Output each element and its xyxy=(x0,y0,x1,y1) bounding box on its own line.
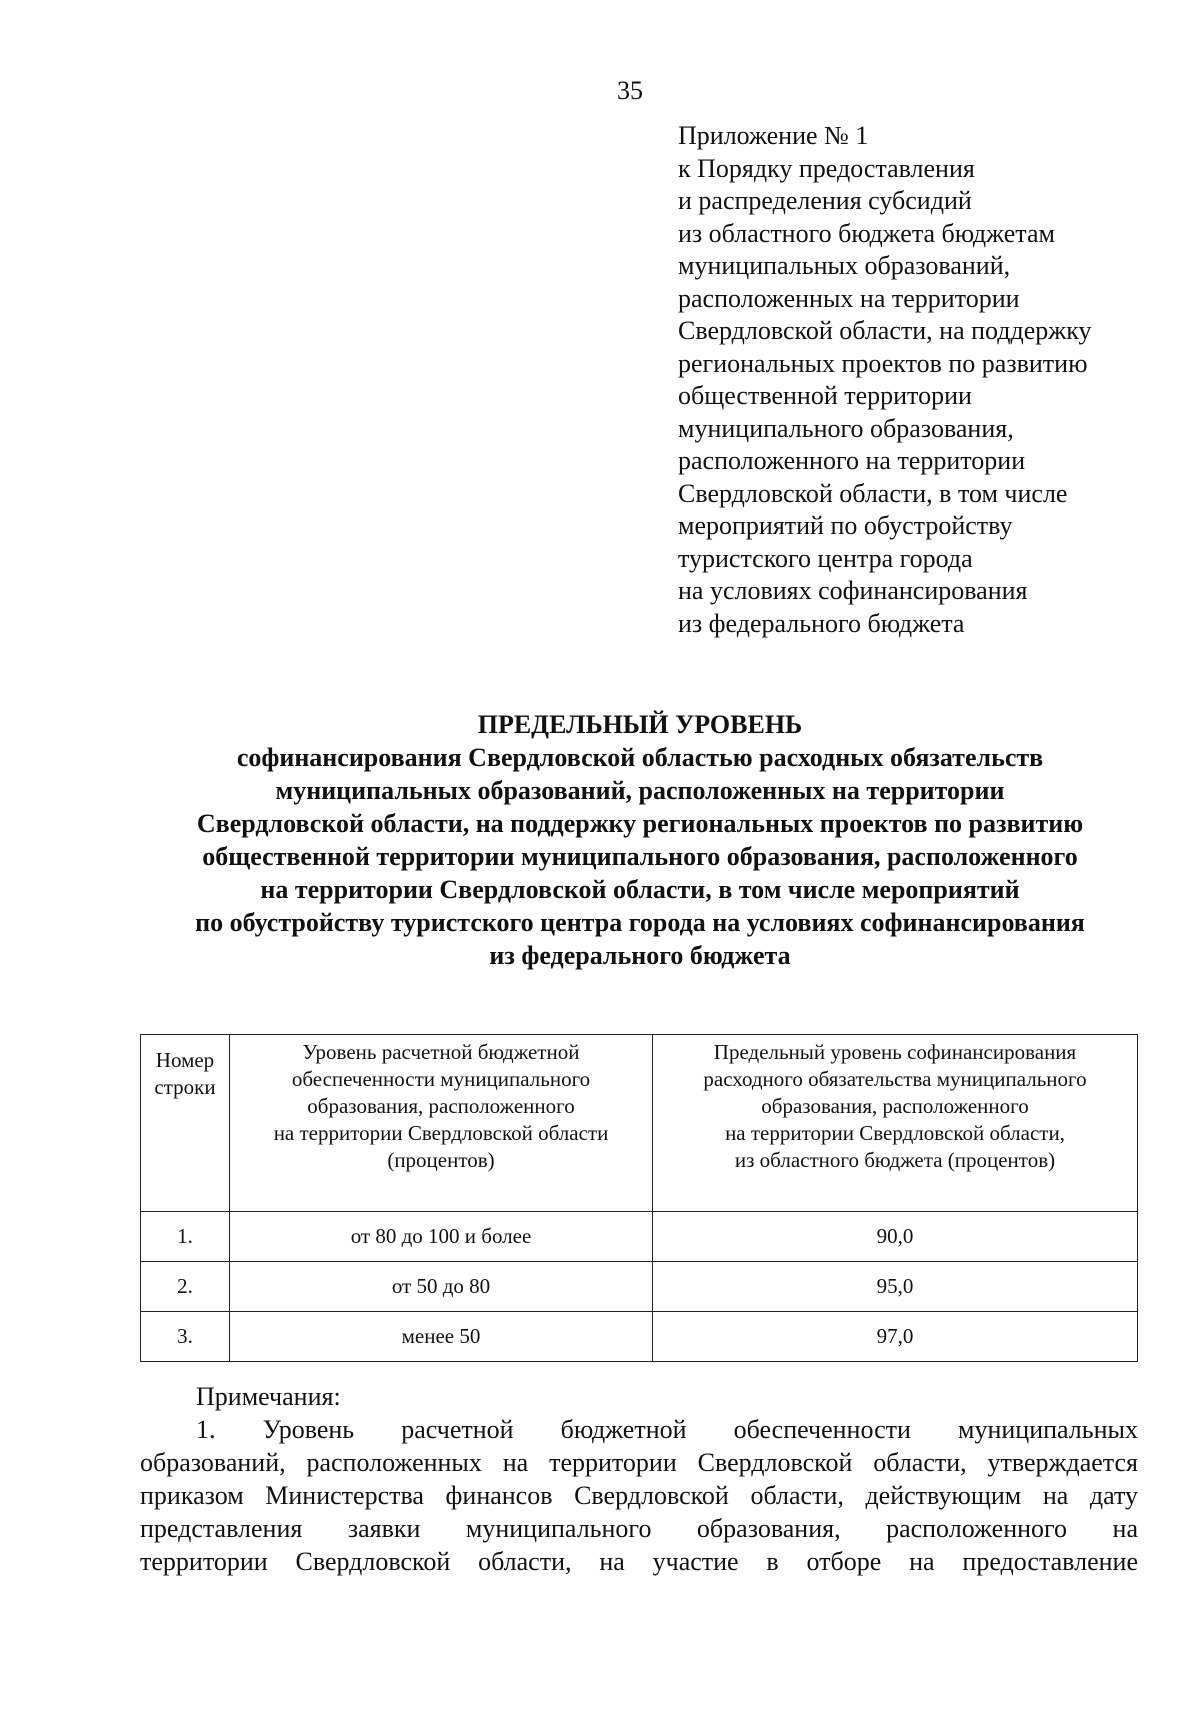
title-line: Свердловской области, на поддержку региональных проектов по развитию xyxy=(196,809,1084,838)
budget-level-cell: от 50 до 80 xyxy=(230,1262,653,1312)
header-line: на территории Свердловской области, xyxy=(725,1121,1065,1145)
appendix-heading xyxy=(678,120,1178,640)
title-line: общественной территории муниципального образования, расположенного xyxy=(202,842,1078,871)
appendix-line: мероприятий по обустройству xyxy=(678,511,1013,540)
header-line: Уровень расчетной бюджетной xyxy=(302,1040,580,1064)
budget-level-cell: от 80 до 100 и более xyxy=(230,1212,653,1262)
note-line: 1. Уровень расчетной бюджетной обеспеченности муниципальных xyxy=(196,1415,1138,1444)
header-line: из областного бюджета (процентов) xyxy=(734,1148,1056,1172)
appendix-line: Свердловской области, на поддержку xyxy=(678,316,1092,345)
table-header-row xyxy=(141,1035,1138,1212)
appendix-line: из федерального бюджета xyxy=(678,608,965,638)
table-row xyxy=(141,1312,1138,1362)
header-row-number xyxy=(141,1035,230,1212)
limit-level-cell: 95,0 xyxy=(653,1262,1138,1312)
appendix-line: и распределения субсидий xyxy=(678,186,972,215)
appendix-line: к Порядку предоставления xyxy=(678,153,975,183)
header-line: образования, расположенного xyxy=(307,1094,575,1118)
title-line: ПРЕДЕЛЬНЫЙ УРОВЕНЬ xyxy=(477,710,803,739)
note-line: образований, расположенных на территории Свердловской области, утверждается xyxy=(140,1448,1138,1477)
note-line: территории Свердловской области, на участие в отборе на предоставление xyxy=(140,1547,1138,1576)
appendix-line: туристского центра города xyxy=(678,543,973,573)
appendix-line: Приложение № 1 xyxy=(678,121,869,150)
table-row xyxy=(141,1212,1138,1262)
header-line: расходного обязательства муниципального xyxy=(703,1067,1087,1091)
header-line: строки xyxy=(154,1075,216,1099)
page-number: 35 xyxy=(617,76,643,105)
title-line: по обустройству туристского центра города на условиях софинансирования xyxy=(195,908,1085,937)
appendix-line: из областного бюджета бюджетам xyxy=(678,218,1055,248)
header-line: Номер xyxy=(155,1048,215,1072)
table-row xyxy=(141,1262,1138,1312)
row-number-cell: 3. xyxy=(141,1312,230,1362)
appendix-line: на условиях софинансирования xyxy=(678,576,1028,605)
appendix-line: общественной территории xyxy=(678,381,972,410)
appendix-line: расположенного на территории xyxy=(678,446,1026,475)
header-limit-level xyxy=(653,1035,1138,1212)
document-title xyxy=(140,708,1140,972)
header-line: образования, расположенного xyxy=(761,1094,1029,1118)
title-line: муниципальных образований, расположенных на территории xyxy=(275,776,1005,805)
header-line: обеспеченности муниципального xyxy=(291,1067,591,1091)
title-line: софинансирования Свердловской областью расходных обязательств xyxy=(236,743,1044,772)
notes-section xyxy=(140,1380,1138,1578)
title-line: из федерального бюджета xyxy=(489,941,791,970)
limit-level-cell: 90,0 xyxy=(653,1212,1138,1262)
row-number-cell: 2. xyxy=(141,1262,230,1312)
appendix-line: муниципального образования, xyxy=(678,413,1014,443)
note-line: приказом Министерства финансов Свердловской области, действующим на дату xyxy=(140,1481,1138,1510)
appendix-line: региональных проектов по развитию xyxy=(678,348,1088,378)
budget-level-cell: менее 50 xyxy=(230,1312,653,1362)
header-line: (процентов) xyxy=(387,1148,495,1172)
header-budget-level xyxy=(230,1035,653,1212)
header-line: Предельный уровень софинансирования xyxy=(713,1040,1077,1064)
appendix-line: муниципальных образований, xyxy=(678,251,1011,280)
notes-heading: Примечания: xyxy=(196,1382,341,1411)
note-line: представления заявки муниципального образования, расположенного на xyxy=(140,1514,1138,1543)
title-line: на территории Свердловской области, в том числе мероприятий xyxy=(260,875,1020,904)
header-line: на территории Свердловской области xyxy=(273,1121,609,1145)
appendix-line: Свердловской области, в том числе xyxy=(678,478,1068,508)
limit-level-cell: 97,0 xyxy=(653,1312,1138,1362)
cofinancing-levels-table xyxy=(140,1034,1138,1362)
row-number-cell: 1. xyxy=(141,1212,230,1262)
appendix-line: расположенных на территории xyxy=(678,283,1020,313)
